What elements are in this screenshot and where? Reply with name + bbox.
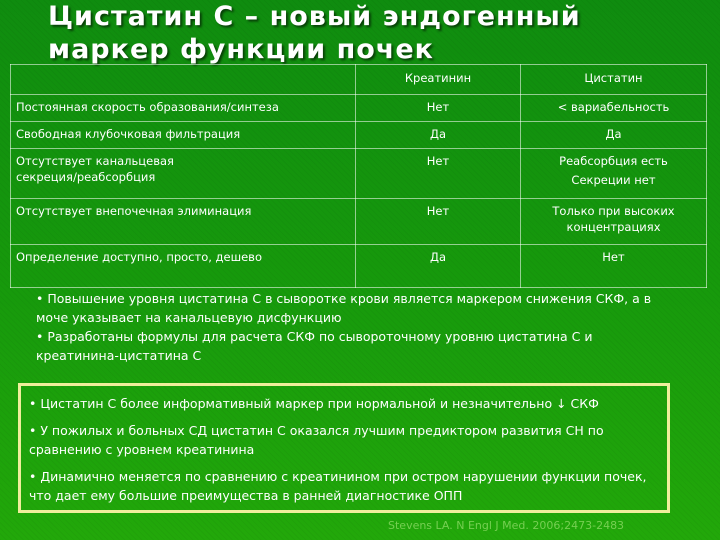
row-label	[11, 149, 356, 199]
cystatin-value-line-1: Только при высоких	[552, 204, 675, 218]
row-label: Постоянная скорость образования/синтеза	[11, 95, 356, 122]
creatinine-value: Нет	[356, 199, 521, 245]
row-label: Определение доступно, просто, дешево	[11, 245, 356, 288]
table-header-row	[11, 65, 707, 95]
bullet-item: • Цистатин С более информативный маркер при нормальной и незначительно ↓ СКФ	[29, 396, 599, 411]
conclusions-box	[18, 383, 670, 513]
bullet-item: • У пожилых и больных СД цистатин С оказался лучшим предиктором развития СН по сравнению с уровнем креатинина	[29, 423, 604, 457]
slide-title-line-1: Цистатин С – новый эндогенный	[48, 1, 581, 32]
bullet-item: • Повышение уровня цистатина С в сыворотке крови является маркером снижения СКФ, а в моче указывает на канальцевую дисфункцию	[36, 291, 652, 325]
table-row	[11, 95, 707, 122]
cystatin-value: Да	[521, 122, 707, 149]
table-row	[11, 122, 707, 149]
table-row	[11, 245, 707, 288]
creatinine-value: Да	[356, 245, 521, 288]
row-label: Отсутствует внепочечная элиминация	[11, 199, 356, 245]
row-label-line-2: секреция/реабсорбция	[16, 170, 156, 184]
slide-title-line-2: маркер функции почек	[48, 34, 434, 65]
cystatin-value-line-2: Секреции нет	[571, 173, 656, 187]
creatinine-value: Да	[356, 122, 521, 149]
bullet-item: • Динамично меняется по сравнению с креатинином при остром нарушении функции почек, что дает ему большие преимущества в ранней диагностике ОПП	[29, 469, 647, 503]
cystatin-value-line-1: Реабсорбция есть	[559, 154, 668, 168]
comparison-table	[10, 64, 707, 288]
cystatin-value	[521, 149, 707, 199]
table-row	[11, 149, 707, 199]
creatinine-value: Нет	[356, 149, 521, 199]
cystatin-value	[521, 199, 707, 245]
cystatin-value-line-2: концентрациях	[566, 220, 661, 234]
key-findings-list	[36, 289, 676, 365]
table-row	[11, 199, 707, 245]
slide-title	[48, 0, 688, 66]
creatinine-value: Нет	[356, 95, 521, 122]
row-label: Свободная клубочковая фильтрация	[11, 122, 356, 149]
conclusions-list	[29, 394, 663, 513]
cystatin-value: < вариабельность	[521, 95, 707, 122]
row-label-line-1: Отсутствует канальцевая	[16, 154, 174, 168]
header-empty-cell	[11, 65, 356, 95]
bullet-item: • Разработаны формулы для расчета СКФ по сывороточному уровню цистатина С и креатинина-цистатина С	[36, 329, 593, 363]
header-creatinine: Креатинин	[356, 65, 521, 95]
cystatin-value: Нет	[521, 245, 707, 288]
citation: Stevens LA. N Engl J Med. 2006;2473-2483	[388, 519, 625, 532]
header-cystatin: Цистатин	[521, 65, 707, 95]
